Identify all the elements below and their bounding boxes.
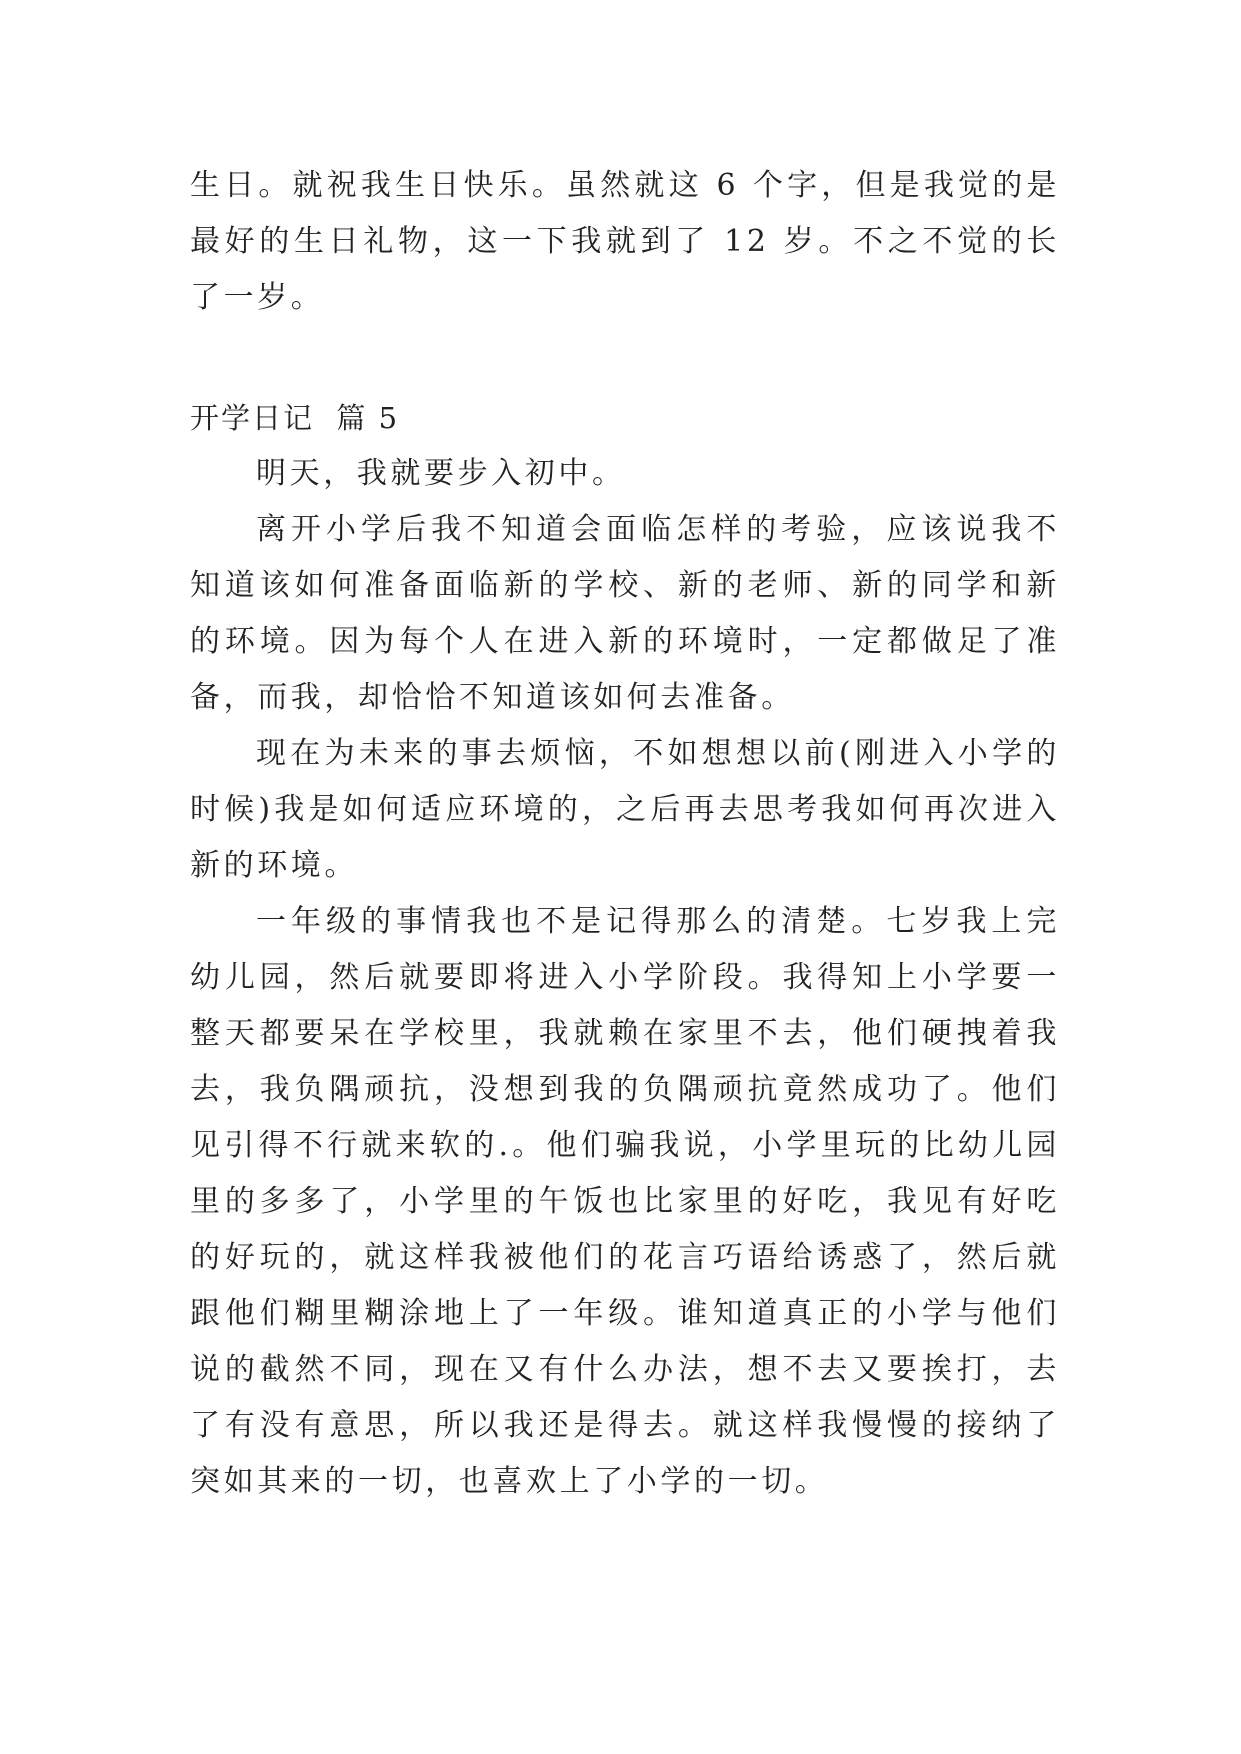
paragraph-2: 离开小学后我不知道会面临怎样的考验，应该说我不知道该如何准备面临新的学校、新的老师、新的同学和新的环境。因为每个人在进入新的环境时，一定都做足了准备，而我，却恰恰不知道该如何去准备。	[190, 512, 1060, 715]
section-heading: 开学日记 篇 5	[190, 401, 400, 435]
opening-paragraph: 生日。就祝我生日快乐。虽然就这 6 个字，但是我觉的是最好的生日礼物，这一下我就到了 12 岁。不之不觉的长了一岁。	[190, 168, 1060, 315]
document-body	[190, 158, 1060, 1510]
paragraph-3: 现在为未来的事去烦恼，不如想想以前(刚进入小学的时候)我是如何适应环境的，之后再去思考我如何再次进入新的环境。	[190, 736, 1060, 883]
paragraph-1: 明天，我就要步入初中。	[256, 456, 626, 491]
paragraph-4: 一年级的事情我也不是记得那么的清楚。七岁我上完幼儿园，然后就要即将进入小学阶段。我得知上小学要一整天都要呆在学校里，我就赖在家里不去，他们硬拽着我去，我负隅顽抗，没想到我的负隅顽抗竟然成功了。他们见引得不行就来软的.。他们骗我说，小学里玩的比幼儿园里的多多了，小学里的午饭也比家里的好吃，我见有好吃的好玩的，就这样我被他们的花言巧语给诱惑了，然后就跟他们糊里糊涂地上了一年级。谁知道真正的小学与他们说的截然不同，现在又有什么办法，想不去又要挨打，去了有没有意思，所以我还是得去。就这样我慢慢的接纳了突如其来的一切，也喜欢上了小学的一切。	[190, 904, 1060, 1499]
